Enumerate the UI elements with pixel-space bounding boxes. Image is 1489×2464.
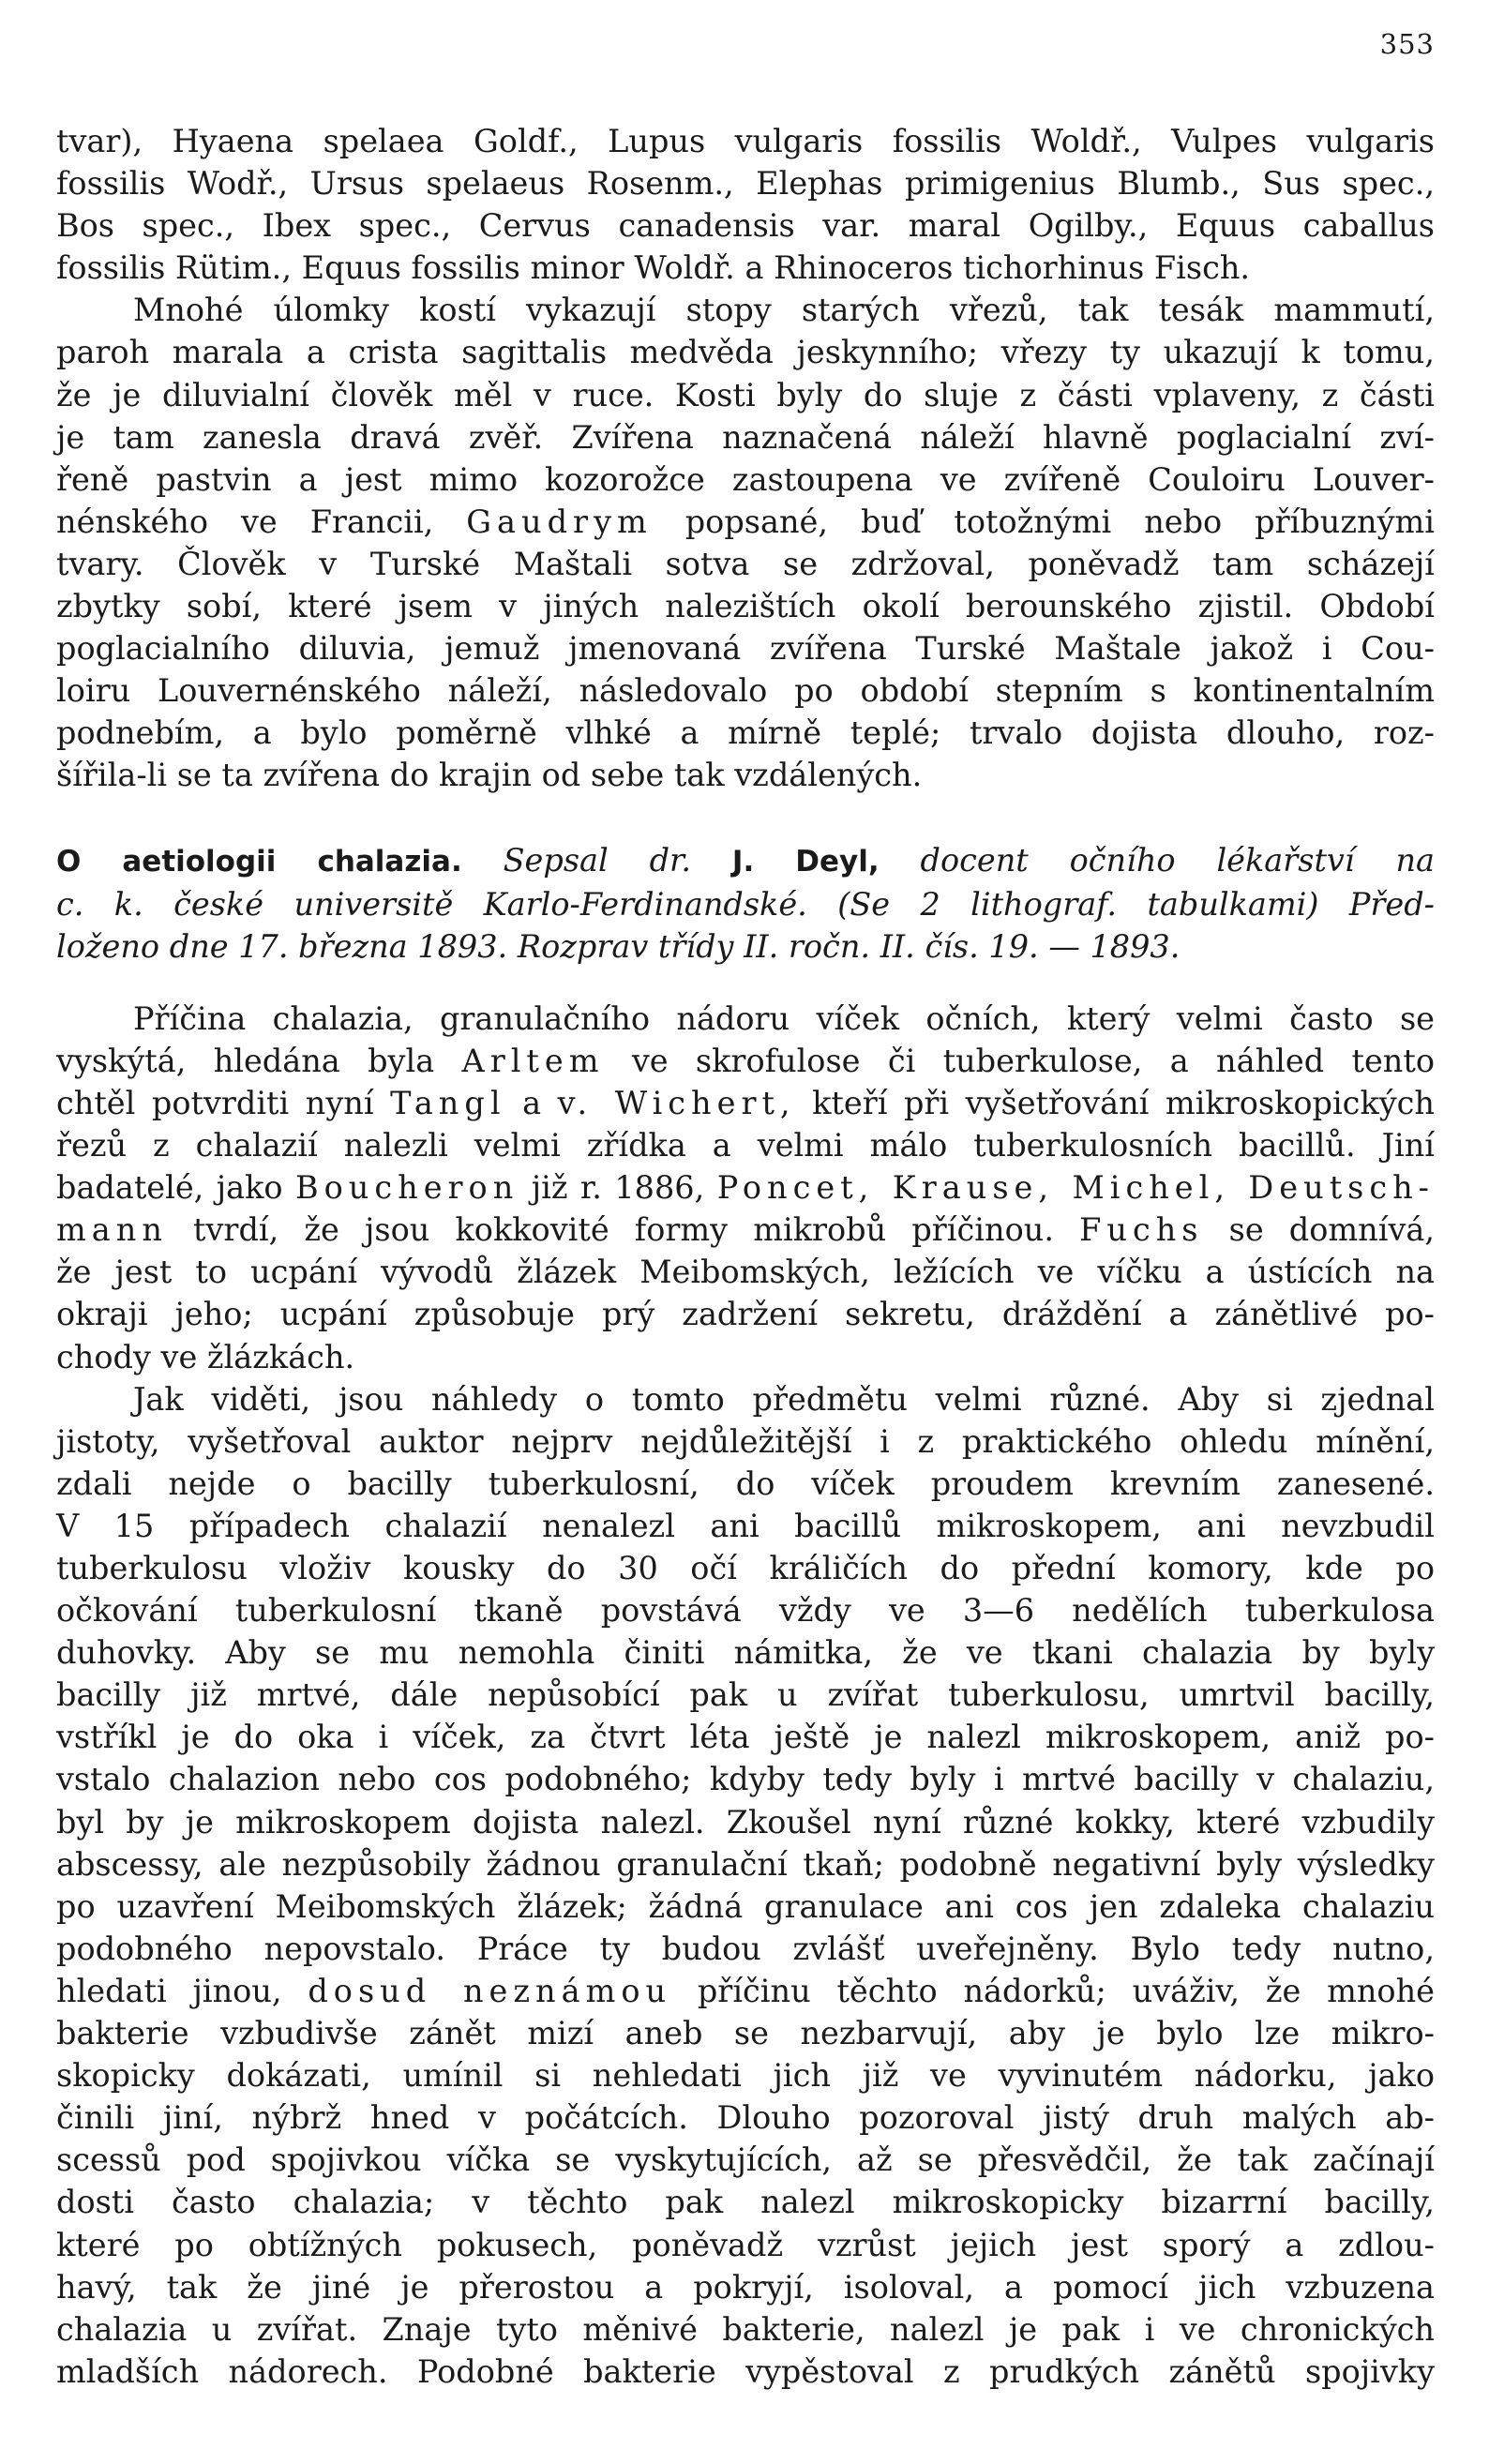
paragraph-research-line-13: po uzavření Meibomských žlázek; žádná granulace ani cos jen zdaleka chalaziu — [56, 1887, 1435, 1925]
paragraph-research-line-6: očkování tuberkulosní tkaně povstává vždy ve 3—6 nedělích tuberkulosa — [56, 1592, 1435, 1630]
paragraph-species-line-2: fossilis Wodř., Ursus spelaeus Rosenm., Elephas primigenius Blumb., Sus spec., — [56, 165, 1435, 203]
paragraph-bones-line-5: řeně pastvin a jest mimo kozorožce zastoupena ve zvířeně Couloiru Louver- — [56, 460, 1435, 498]
text-span: nénského ve Francii, — [56, 503, 467, 540]
paragraph-bones-line-7: tvary. Člověk v Turské Maštali sotva se zdržoval, poněvadž tam scházejí — [56, 545, 1435, 582]
paragraph-research-line-24: mladších nádorech. Podobné bakterie vypěstoval z prudkých zánětů spojivky — [56, 2352, 1435, 2390]
section-gap — [56, 968, 1435, 998]
paragraph-research-line-11: byl by je mikroskopem dojista nalezl. Zkoušel nyní různé kokky, které vzbudily — [56, 1803, 1435, 1840]
paragraph-bones-line-3: že je diluvialní člověk měl v ruce. Kosti byly do sluje z části vplaveny, z části — [56, 376, 1435, 413]
paragraph-research-line-10: vstalo chalazion nebo cos podobného; kdyby tedy byly i mrtvé bacilly v chalaziu, — [56, 1761, 1435, 1798]
paragraph-bones-line-10: loiru Louvernénského náleží, následovalo po období stepním s kontinentalním — [56, 672, 1435, 710]
page-number: 353 — [1379, 28, 1435, 60]
paragraph-research-line-15 — [56, 1970, 1435, 2012]
paragraph-bones-line-8: zbytky sobí, které jsem v jiných nalezištích okolí berounského zjistil. Období — [56, 588, 1435, 625]
author-name: Arltem — [461, 1042, 605, 1079]
paragraph-cause-line-3 — [56, 1082, 1435, 1124]
text-span: chtěl potvrditi nyní — [56, 1084, 391, 1121]
text-span: a — [505, 1084, 558, 1121]
paragraph-cause-line-7: že jest to ucpání vývodů žlázek Meibomských, ležících ve víčku a ústících na — [56, 1254, 1435, 1291]
emphasis-span: dosud neznámou — [308, 1972, 672, 2009]
paragraph-cause-line-8: okraji jeho; ucpání způsobuje prý zadržení sekretu, dráždění a zánětlivé po- — [56, 1296, 1435, 1333]
paragraph-cause-line-4: řezů z chalazií nalezli velmi zřídka a velmi málo tuberkulosních bacillů. Jiní — [56, 1127, 1435, 1164]
paragraph-bones-line-6 — [56, 501, 1435, 543]
paragraph-bones-line-1: Mnohé úlomky kostí vykazují stopy starých vřezů, tak tesák mammutí, — [133, 292, 1435, 329]
paragraph-cause-line-1: Příčina chalazia, granulačního nádoru víček očních, který velmi často se — [133, 999, 1435, 1037]
paragraph-research-line-23: chalazia u zvířat. Znaje tyto měnivé bakterie, nalezl je pak i ve chronických — [56, 2310, 1435, 2348]
article-heading-line-1 — [56, 839, 1435, 883]
author-name: Tangl — [390, 1084, 506, 1121]
text-span: vyskýtá, hledána byla — [56, 1042, 462, 1079]
paragraph-research-line-12: abscessy, ale nezpůsobily žádnou granulační tkaň; podobně negativní byly výsledky — [56, 1845, 1435, 1883]
section-gap — [56, 797, 1435, 839]
article-title: O aetiologii chalazia. — [56, 844, 462, 879]
paragraph-species-line-4: fossilis Rütim., Equus fossilis minor Woldř. a Rhinoceros tichorhinus Fisch. — [56, 249, 1251, 287]
article-heading-line-3: loženo dne 17. března 1893. Rozprav třídy II. ročn. II. čís. 19. — 1893. — [56, 927, 1181, 965]
paragraph-species-line-3: Bos spec., Ibex spec., Cervus canadensis var. maral Ogilby., Equus caballus — [56, 207, 1435, 245]
article-affiliation: docent očního lékařství na — [920, 841, 1435, 879]
text-span: se domnívá, — [1203, 1211, 1436, 1249]
article-author: J. Deyl, — [731, 844, 880, 879]
paragraph-bones-line-9: poglacialního diluvia, jemuž jmenovaná zvířena Turské Maštale jakož i Cou- — [56, 630, 1435, 668]
paragraph-research-line-21: které po obtížných pokusech, poněvadž vzrůst jejich jest sporý a zdlou- — [56, 2226, 1435, 2263]
author-name: Gaudrym — [466, 503, 653, 540]
paragraph-cause-line-6 — [56, 1209, 1435, 1251]
text-span: badatelé, jako — [56, 1169, 296, 1207]
paragraph-research-line-17: skopicky dokázati, umínil si nehledati jich již ve vyvinutém nádorku, jako — [56, 2057, 1435, 2095]
text-span: již r. 1886, — [519, 1169, 717, 1207]
paragraph-research-line-20: dosti často chalazia; v těchto pak nalezl mikroskopicky bizarrní bacilly, — [56, 2184, 1435, 2221]
paragraph-cause-line-9: chody ve žlázkách. — [56, 1338, 355, 1375]
paragraph-research-line-5: tuberkulosu vloživ kousky do 30 očí králičích do přední komory, kde po — [56, 1550, 1435, 1586]
paragraph-research-line-8: bacilly již mrtvé, dále nepůsobící pak u zvířat tuberkulosu, umrtvil bacilly, — [56, 1676, 1435, 1714]
author-name: Poncet, Krause, Michel, Deutsch- — [716, 1169, 1436, 1207]
text-span: popsané, buď totožnými nebo příbuznými — [652, 503, 1435, 540]
paragraph-research-line-19: scessů pod spojivkou víčka se vyskytujících, až se přesvědčil, že tak začínají — [56, 2141, 1435, 2179]
text-span: tvrdí, že jsou kokkovité formy mikrobů příčinou. — [167, 1211, 1080, 1249]
article-heading-line-2: c. k. české universitě Karlo-Ferdinandské. (Se 2 lithograf. tabulkami) Před- — [56, 885, 1435, 923]
text-span: kteří při vyšetřování mikroskopických — [795, 1084, 1436, 1121]
paragraph-cause-line-2 — [56, 1040, 1435, 1082]
paragraph-research-line-22: havý, tak že jiné je přerostou a pokryjí, isoloval, a pomocí jich vzbuzena — [56, 2268, 1435, 2306]
paragraph-research-line-9: vstříkl je do oka i víček, za čtvrt léta ještě je nalezl mikroskopem, aniž po- — [56, 1719, 1435, 1756]
text-span: ve skrofulose či tuberkulose, a náhled tento — [604, 1042, 1435, 1079]
paragraph-research-line-3: zdali nejde o bacilly tuberkulosní, do víček proudem krevním zanesené. — [56, 1465, 1435, 1502]
document-page — [56, 0, 1435, 2464]
text-span: příčinu těchto nádorků; uváživ, že mnohé — [671, 1972, 1435, 2009]
author-name: mann — [56, 1211, 168, 1249]
paragraph-research-line-18: činili jiní, nýbrž hned v počátcích. Dlouho pozoroval jistý druh malých ab- — [56, 2099, 1435, 2137]
paragraph-research-line-14: podobného nepovstalo. Práce ty budou zvlášť uveřejněny. Bylo tedy nutno, — [56, 1930, 1435, 1967]
author-name: Boucheron — [295, 1169, 519, 1207]
paragraph-research-line-4: V 15 případech chalazií nenalezl ani bacillů mikroskopem, ani nevzbudil — [56, 1507, 1435, 1544]
paragraph-research-line-16: bakterie vzbudivše zánět mizí aneb se nezbarvují, aby je bylo lze mikro- — [56, 2015, 1435, 2052]
author-name: Fuchs — [1079, 1211, 1204, 1249]
paragraph-bones-line-12: šířila-li se ta zvířena do krajin od sebe tak vzdálených. — [56, 757, 923, 794]
text-body — [56, 120, 1435, 2393]
paragraph-cause-line-5 — [56, 1166, 1435, 1209]
text-span: hledati jinou, — [56, 1972, 308, 2009]
paragraph-bones-line-4: je tam zanesla dravá zvěř. Zvířena naznačená náleží hlavně poglacialní zví- — [56, 418, 1435, 456]
paragraph-bones-line-11: podnebím, a bylo poměrně vlhké a mírně teplé; trvalo dojista dlouho, roz- — [56, 714, 1435, 752]
paragraph-research-line-7: duhovky. Aby se mu nemohla činiti námitka, že ve tkani chalazia by byly — [56, 1634, 1435, 1672]
paragraph-species-line-1: tvar), Hyaena spelaea Goldf., Lupus vulgaris fossilis Woldř., Vulpes vulgaris — [56, 123, 1435, 159]
author-name: v. Wichert, — [557, 1084, 796, 1121]
paragraph-bones-line-2: paroh marala a crista sagittalis medvěda jeskynního; vřezy ty ukazují k tomu, — [56, 334, 1435, 371]
paragraph-research-line-1: Jak viděti, jsou náhledy o tomto předmětu velmi různé. Aby si zjednal — [133, 1380, 1435, 1418]
article-byline: Sepsal dr. — [503, 841, 692, 879]
paragraph-research-line-2: jistoty, vyšetřoval auktor nejprv nejdůležitější i z praktického ohledu mínění, — [56, 1422, 1435, 1460]
